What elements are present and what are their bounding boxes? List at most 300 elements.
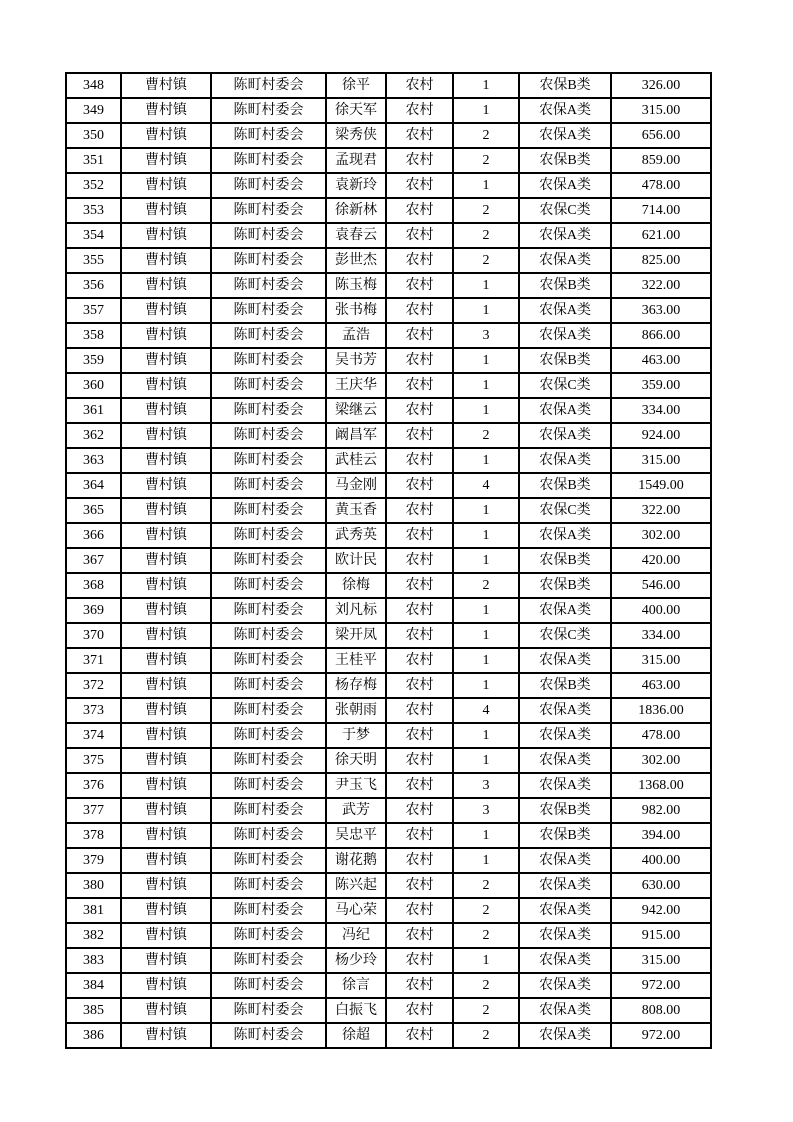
cell-town: 曹村镇 <box>121 923 211 948</box>
cell-row-number: 360 <box>66 373 121 398</box>
table-row <box>66 523 711 548</box>
cell-person-name: 白振飞 <box>326 998 386 1023</box>
cell-person-count: 2 <box>453 223 519 248</box>
cell-village-committee: 陈町村委会 <box>211 898 326 923</box>
cell-insurance-category: 农保A类 <box>519 848 611 873</box>
cell-insurance-category: 农保B类 <box>519 73 611 98</box>
cell-insurance-category: 农保A类 <box>519 898 611 923</box>
cell-amount: 1549.00 <box>611 473 711 498</box>
cell-village-committee: 陈町村委会 <box>211 573 326 598</box>
cell-insurance-category: 农保B类 <box>519 148 611 173</box>
table-row <box>66 773 711 798</box>
cell-residence-type: 农村 <box>386 423 453 448</box>
cell-residence-type: 农村 <box>386 748 453 773</box>
cell-person-name: 吴书芳 <box>326 348 386 373</box>
cell-person-name: 徐超 <box>326 1023 386 1048</box>
table-row <box>66 923 711 948</box>
cell-person-count: 1 <box>453 598 519 623</box>
cell-village-committee: 陈町村委会 <box>211 498 326 523</box>
table-row <box>66 798 711 823</box>
cell-insurance-category: 农保A类 <box>519 448 611 473</box>
cell-person-count: 4 <box>453 698 519 723</box>
cell-row-number: 362 <box>66 423 121 448</box>
cell-village-committee: 陈町村委会 <box>211 248 326 273</box>
cell-village-committee: 陈町村委会 <box>211 398 326 423</box>
cell-row-number: 380 <box>66 873 121 898</box>
cell-person-name: 刘凡标 <box>326 598 386 623</box>
cell-residence-type: 农村 <box>386 798 453 823</box>
cell-row-number: 378 <box>66 823 121 848</box>
cell-person-name: 梁继云 <box>326 398 386 423</box>
cell-town: 曹村镇 <box>121 398 211 423</box>
cell-village-committee: 陈町村委会 <box>211 473 326 498</box>
table-row <box>66 548 711 573</box>
cell-residence-type: 农村 <box>386 548 453 573</box>
cell-residence-type: 农村 <box>386 598 453 623</box>
cell-person-name: 彭世杰 <box>326 248 386 273</box>
cell-amount: 315.00 <box>611 448 711 473</box>
cell-town: 曹村镇 <box>121 223 211 248</box>
cell-village-committee: 陈町村委会 <box>211 223 326 248</box>
cell-village-committee: 陈町村委会 <box>211 448 326 473</box>
cell-insurance-category: 农保A类 <box>519 598 611 623</box>
cell-residence-type: 农村 <box>386 648 453 673</box>
cell-village-committee: 陈町村委会 <box>211 73 326 98</box>
table-row <box>66 148 711 173</box>
cell-person-name: 杨存梅 <box>326 673 386 698</box>
cell-amount: 478.00 <box>611 173 711 198</box>
cell-village-committee: 陈町村委会 <box>211 423 326 448</box>
cell-village-committee: 陈町村委会 <box>211 948 326 973</box>
cell-person-count: 1 <box>453 398 519 423</box>
cell-person-name: 王桂平 <box>326 648 386 673</box>
cell-person-name: 梁秀侠 <box>326 123 386 148</box>
cell-insurance-category: 农保C类 <box>519 198 611 223</box>
cell-village-committee: 陈町村委会 <box>211 198 326 223</box>
cell-village-committee: 陈町村委会 <box>211 373 326 398</box>
cell-town: 曹村镇 <box>121 498 211 523</box>
table-row <box>66 723 711 748</box>
cell-row-number: 376 <box>66 773 121 798</box>
cell-village-committee: 陈町村委会 <box>211 748 326 773</box>
cell-amount: 315.00 <box>611 98 711 123</box>
cell-person-count: 3 <box>453 798 519 823</box>
cell-town: 曹村镇 <box>121 123 211 148</box>
cell-row-number: 363 <box>66 448 121 473</box>
cell-amount: 656.00 <box>611 123 711 148</box>
table-row <box>66 198 711 223</box>
cell-amount: 714.00 <box>611 198 711 223</box>
cell-amount: 942.00 <box>611 898 711 923</box>
cell-town: 曹村镇 <box>121 73 211 98</box>
cell-residence-type: 农村 <box>386 823 453 848</box>
table-row <box>66 823 711 848</box>
cell-amount: 825.00 <box>611 248 711 273</box>
cell-village-committee: 陈町村委会 <box>211 123 326 148</box>
cell-row-number: 352 <box>66 173 121 198</box>
cell-person-name: 袁春云 <box>326 223 386 248</box>
cell-person-count: 1 <box>453 348 519 373</box>
cell-village-committee: 陈町村委会 <box>211 548 326 573</box>
cell-residence-type: 农村 <box>386 723 453 748</box>
cell-amount: 808.00 <box>611 998 711 1023</box>
cell-town: 曹村镇 <box>121 698 211 723</box>
cell-town: 曹村镇 <box>121 998 211 1023</box>
cell-person-name: 阚昌军 <box>326 423 386 448</box>
cell-residence-type: 农村 <box>386 523 453 548</box>
cell-person-name: 吴忠平 <box>326 823 386 848</box>
cell-insurance-category: 农保B类 <box>519 823 611 848</box>
cell-person-name: 徐天军 <box>326 98 386 123</box>
cell-row-number: 382 <box>66 923 121 948</box>
cell-residence-type: 农村 <box>386 673 453 698</box>
cell-amount: 400.00 <box>611 598 711 623</box>
cell-amount: 334.00 <box>611 623 711 648</box>
cell-row-number: 359 <box>66 348 121 373</box>
cell-person-count: 1 <box>453 373 519 398</box>
cell-insurance-category: 农保B类 <box>519 798 611 823</box>
cell-town: 曹村镇 <box>121 273 211 298</box>
cell-person-count: 2 <box>453 198 519 223</box>
cell-row-number: 369 <box>66 598 121 623</box>
table-row <box>66 298 711 323</box>
cell-amount: 322.00 <box>611 498 711 523</box>
table-row <box>66 398 711 423</box>
cell-residence-type: 农村 <box>386 898 453 923</box>
table-row <box>66 373 711 398</box>
table-row <box>66 173 711 198</box>
cell-person-count: 1 <box>453 948 519 973</box>
table-row <box>66 1023 711 1048</box>
cell-row-number: 364 <box>66 473 121 498</box>
cell-row-number: 379 <box>66 848 121 873</box>
cell-row-number: 373 <box>66 698 121 723</box>
cell-person-name: 张书梅 <box>326 298 386 323</box>
cell-town: 曹村镇 <box>121 898 211 923</box>
cell-row-number: 386 <box>66 1023 121 1048</box>
cell-person-count: 2 <box>453 148 519 173</box>
cell-row-number: 357 <box>66 298 121 323</box>
cell-row-number: 350 <box>66 123 121 148</box>
cell-village-committee: 陈町村委会 <box>211 348 326 373</box>
cell-amount: 859.00 <box>611 148 711 173</box>
cell-residence-type: 农村 <box>386 973 453 998</box>
cell-insurance-category: 农保A类 <box>519 998 611 1023</box>
cell-town: 曹村镇 <box>121 473 211 498</box>
table-body <box>66 73 711 1048</box>
cell-insurance-category: 农保B类 <box>519 673 611 698</box>
table-row <box>66 873 711 898</box>
cell-amount: 394.00 <box>611 823 711 848</box>
cell-residence-type: 农村 <box>386 248 453 273</box>
cell-residence-type: 农村 <box>386 498 453 523</box>
cell-residence-type: 农村 <box>386 773 453 798</box>
cell-town: 曹村镇 <box>121 548 211 573</box>
cell-person-name: 陈玉梅 <box>326 273 386 298</box>
cell-town: 曹村镇 <box>121 373 211 398</box>
table-row <box>66 648 711 673</box>
table-row <box>66 98 711 123</box>
cell-insurance-category: 农保A类 <box>519 1023 611 1048</box>
cell-person-count: 3 <box>453 323 519 348</box>
cell-residence-type: 农村 <box>386 173 453 198</box>
cell-residence-type: 农村 <box>386 1023 453 1048</box>
cell-amount: 621.00 <box>611 223 711 248</box>
cell-town: 曹村镇 <box>121 98 211 123</box>
cell-village-committee: 陈町村委会 <box>211 973 326 998</box>
cell-village-committee: 陈町村委会 <box>211 173 326 198</box>
cell-residence-type: 农村 <box>386 923 453 948</box>
cell-person-count: 2 <box>453 998 519 1023</box>
cell-village-committee: 陈町村委会 <box>211 873 326 898</box>
cell-insurance-category: 农保A类 <box>519 773 611 798</box>
cell-residence-type: 农村 <box>386 948 453 973</box>
cell-row-number: 372 <box>66 673 121 698</box>
cell-row-number: 351 <box>66 148 121 173</box>
cell-insurance-category: 农保B类 <box>519 273 611 298</box>
cell-residence-type: 农村 <box>386 323 453 348</box>
cell-amount: 972.00 <box>611 973 711 998</box>
cell-residence-type: 农村 <box>386 273 453 298</box>
cell-person-name: 徐梅 <box>326 573 386 598</box>
cell-residence-type: 农村 <box>386 298 453 323</box>
cell-amount: 924.00 <box>611 423 711 448</box>
cell-row-number: 355 <box>66 248 121 273</box>
cell-person-count: 2 <box>453 1023 519 1048</box>
cell-person-count: 1 <box>453 273 519 298</box>
cell-amount: 334.00 <box>611 398 711 423</box>
cell-amount: 630.00 <box>611 873 711 898</box>
cell-town: 曹村镇 <box>121 248 211 273</box>
cell-person-name: 武桂云 <box>326 448 386 473</box>
cell-insurance-category: 农保A类 <box>519 248 611 273</box>
table-row <box>66 748 711 773</box>
cell-amount: 915.00 <box>611 923 711 948</box>
table-row <box>66 448 711 473</box>
cell-town: 曹村镇 <box>121 573 211 598</box>
cell-insurance-category: 农保A类 <box>519 323 611 348</box>
cell-insurance-category: 农保A类 <box>519 948 611 973</box>
cell-village-committee: 陈町村委会 <box>211 998 326 1023</box>
cell-row-number: 371 <box>66 648 121 673</box>
cell-row-number: 366 <box>66 523 121 548</box>
cell-insurance-category: 农保C类 <box>519 498 611 523</box>
cell-village-committee: 陈町村委会 <box>211 773 326 798</box>
cell-person-count: 1 <box>453 498 519 523</box>
cell-insurance-category: 农保A类 <box>519 173 611 198</box>
cell-amount: 302.00 <box>611 748 711 773</box>
subsidy-table <box>65 72 712 1049</box>
cell-town: 曹村镇 <box>121 298 211 323</box>
cell-person-name: 于梦 <box>326 723 386 748</box>
cell-person-name: 徐言 <box>326 973 386 998</box>
cell-town: 曹村镇 <box>121 848 211 873</box>
cell-town: 曹村镇 <box>121 423 211 448</box>
cell-amount: 326.00 <box>611 73 711 98</box>
cell-row-number: 348 <box>66 73 121 98</box>
cell-person-count: 2 <box>453 923 519 948</box>
cell-row-number: 354 <box>66 223 121 248</box>
cell-person-name: 孟现君 <box>326 148 386 173</box>
cell-residence-type: 农村 <box>386 848 453 873</box>
cell-town: 曹村镇 <box>121 798 211 823</box>
cell-person-count: 2 <box>453 248 519 273</box>
cell-person-count: 1 <box>453 98 519 123</box>
cell-row-number: 385 <box>66 998 121 1023</box>
cell-person-count: 1 <box>453 848 519 873</box>
cell-village-committee: 陈町村委会 <box>211 673 326 698</box>
cell-amount: 420.00 <box>611 548 711 573</box>
table-row <box>66 473 711 498</box>
cell-row-number: 377 <box>66 798 121 823</box>
cell-person-count: 3 <box>453 773 519 798</box>
table-row <box>66 123 711 148</box>
cell-person-count: 2 <box>453 423 519 448</box>
cell-insurance-category: 农保C类 <box>519 623 611 648</box>
cell-town: 曹村镇 <box>121 448 211 473</box>
cell-village-committee: 陈町村委会 <box>211 1023 326 1048</box>
cell-amount: 982.00 <box>611 798 711 823</box>
cell-insurance-category: 农保B类 <box>519 473 611 498</box>
cell-person-count: 4 <box>453 473 519 498</box>
cell-town: 曹村镇 <box>121 348 211 373</box>
cell-person-name: 梁开凤 <box>326 623 386 648</box>
cell-residence-type: 农村 <box>386 98 453 123</box>
cell-insurance-category: 农保A类 <box>519 523 611 548</box>
table-row <box>66 598 711 623</box>
cell-person-count: 2 <box>453 873 519 898</box>
cell-amount: 315.00 <box>611 648 711 673</box>
cell-insurance-category: 农保A类 <box>519 123 611 148</box>
table-row <box>66 898 711 923</box>
cell-residence-type: 农村 <box>386 223 453 248</box>
table-row <box>66 698 711 723</box>
cell-row-number: 374 <box>66 723 121 748</box>
cell-residence-type: 农村 <box>386 148 453 173</box>
cell-town: 曹村镇 <box>121 598 211 623</box>
cell-insurance-category: 农保A类 <box>519 648 611 673</box>
table-row <box>66 998 711 1023</box>
table-row <box>66 323 711 348</box>
cell-amount: 359.00 <box>611 373 711 398</box>
cell-person-name: 袁新玲 <box>326 173 386 198</box>
cell-residence-type: 农村 <box>386 198 453 223</box>
cell-town: 曹村镇 <box>121 648 211 673</box>
cell-person-count: 1 <box>453 723 519 748</box>
cell-village-committee: 陈町村委会 <box>211 923 326 948</box>
cell-row-number: 356 <box>66 273 121 298</box>
cell-town: 曹村镇 <box>121 748 211 773</box>
cell-amount: 546.00 <box>611 573 711 598</box>
cell-amount: 1836.00 <box>611 698 711 723</box>
cell-insurance-category: 农保A类 <box>519 698 611 723</box>
cell-town: 曹村镇 <box>121 673 211 698</box>
cell-person-name: 张朝雨 <box>326 698 386 723</box>
cell-row-number: 358 <box>66 323 121 348</box>
cell-row-number: 353 <box>66 198 121 223</box>
cell-town: 曹村镇 <box>121 148 211 173</box>
cell-town: 曹村镇 <box>121 823 211 848</box>
cell-village-committee: 陈町村委会 <box>211 798 326 823</box>
cell-row-number: 349 <box>66 98 121 123</box>
cell-insurance-category: 农保C类 <box>519 373 611 398</box>
cell-person-name: 徐平 <box>326 73 386 98</box>
cell-person-count: 1 <box>453 673 519 698</box>
cell-person-count: 1 <box>453 298 519 323</box>
cell-residence-type: 农村 <box>386 373 453 398</box>
cell-insurance-category: 农保A类 <box>519 873 611 898</box>
cell-residence-type: 农村 <box>386 998 453 1023</box>
cell-person-name: 徐新林 <box>326 198 386 223</box>
cell-insurance-category: 农保A类 <box>519 748 611 773</box>
cell-person-count: 1 <box>453 748 519 773</box>
cell-amount: 866.00 <box>611 323 711 348</box>
cell-town: 曹村镇 <box>121 173 211 198</box>
cell-person-name: 王庆华 <box>326 373 386 398</box>
cell-residence-type: 农村 <box>386 73 453 98</box>
cell-person-count: 1 <box>453 523 519 548</box>
table-row <box>66 948 711 973</box>
cell-row-number: 383 <box>66 948 121 973</box>
cell-person-name: 武芳 <box>326 798 386 823</box>
cell-residence-type: 农村 <box>386 573 453 598</box>
cell-village-committee: 陈町村委会 <box>211 323 326 348</box>
cell-insurance-category: 农保A类 <box>519 923 611 948</box>
cell-town: 曹村镇 <box>121 773 211 798</box>
cell-village-committee: 陈町村委会 <box>211 648 326 673</box>
cell-person-count: 2 <box>453 573 519 598</box>
cell-village-committee: 陈町村委会 <box>211 598 326 623</box>
cell-person-name: 冯纪 <box>326 923 386 948</box>
cell-person-name: 武秀英 <box>326 523 386 548</box>
cell-row-number: 365 <box>66 498 121 523</box>
cell-person-name: 黄玉香 <box>326 498 386 523</box>
table-row <box>66 673 711 698</box>
cell-person-count: 1 <box>453 73 519 98</box>
cell-insurance-category: 农保A类 <box>519 98 611 123</box>
cell-person-count: 1 <box>453 548 519 573</box>
cell-insurance-category: 农保A类 <box>519 298 611 323</box>
cell-residence-type: 农村 <box>386 448 453 473</box>
table-row <box>66 73 711 98</box>
cell-person-count: 2 <box>453 973 519 998</box>
cell-town: 曹村镇 <box>121 523 211 548</box>
cell-person-count: 1 <box>453 173 519 198</box>
cell-residence-type: 农村 <box>386 623 453 648</box>
cell-person-count: 2 <box>453 898 519 923</box>
cell-village-committee: 陈町村委会 <box>211 98 326 123</box>
cell-amount: 400.00 <box>611 848 711 873</box>
cell-village-committee: 陈町村委会 <box>211 698 326 723</box>
cell-person-count: 1 <box>453 623 519 648</box>
cell-row-number: 368 <box>66 573 121 598</box>
cell-row-number: 367 <box>66 548 121 573</box>
table-row <box>66 623 711 648</box>
cell-person-name: 马金刚 <box>326 473 386 498</box>
cell-amount: 363.00 <box>611 298 711 323</box>
table-row <box>66 348 711 373</box>
cell-town: 曹村镇 <box>121 873 211 898</box>
cell-person-name: 陈兴起 <box>326 873 386 898</box>
cell-person-name: 徐天明 <box>326 748 386 773</box>
cell-amount: 972.00 <box>611 1023 711 1048</box>
cell-amount: 1368.00 <box>611 773 711 798</box>
cell-row-number: 384 <box>66 973 121 998</box>
cell-person-name: 马心荣 <box>326 898 386 923</box>
cell-person-name: 谢花鹅 <box>326 848 386 873</box>
table-row <box>66 423 711 448</box>
cell-residence-type: 农村 <box>386 348 453 373</box>
